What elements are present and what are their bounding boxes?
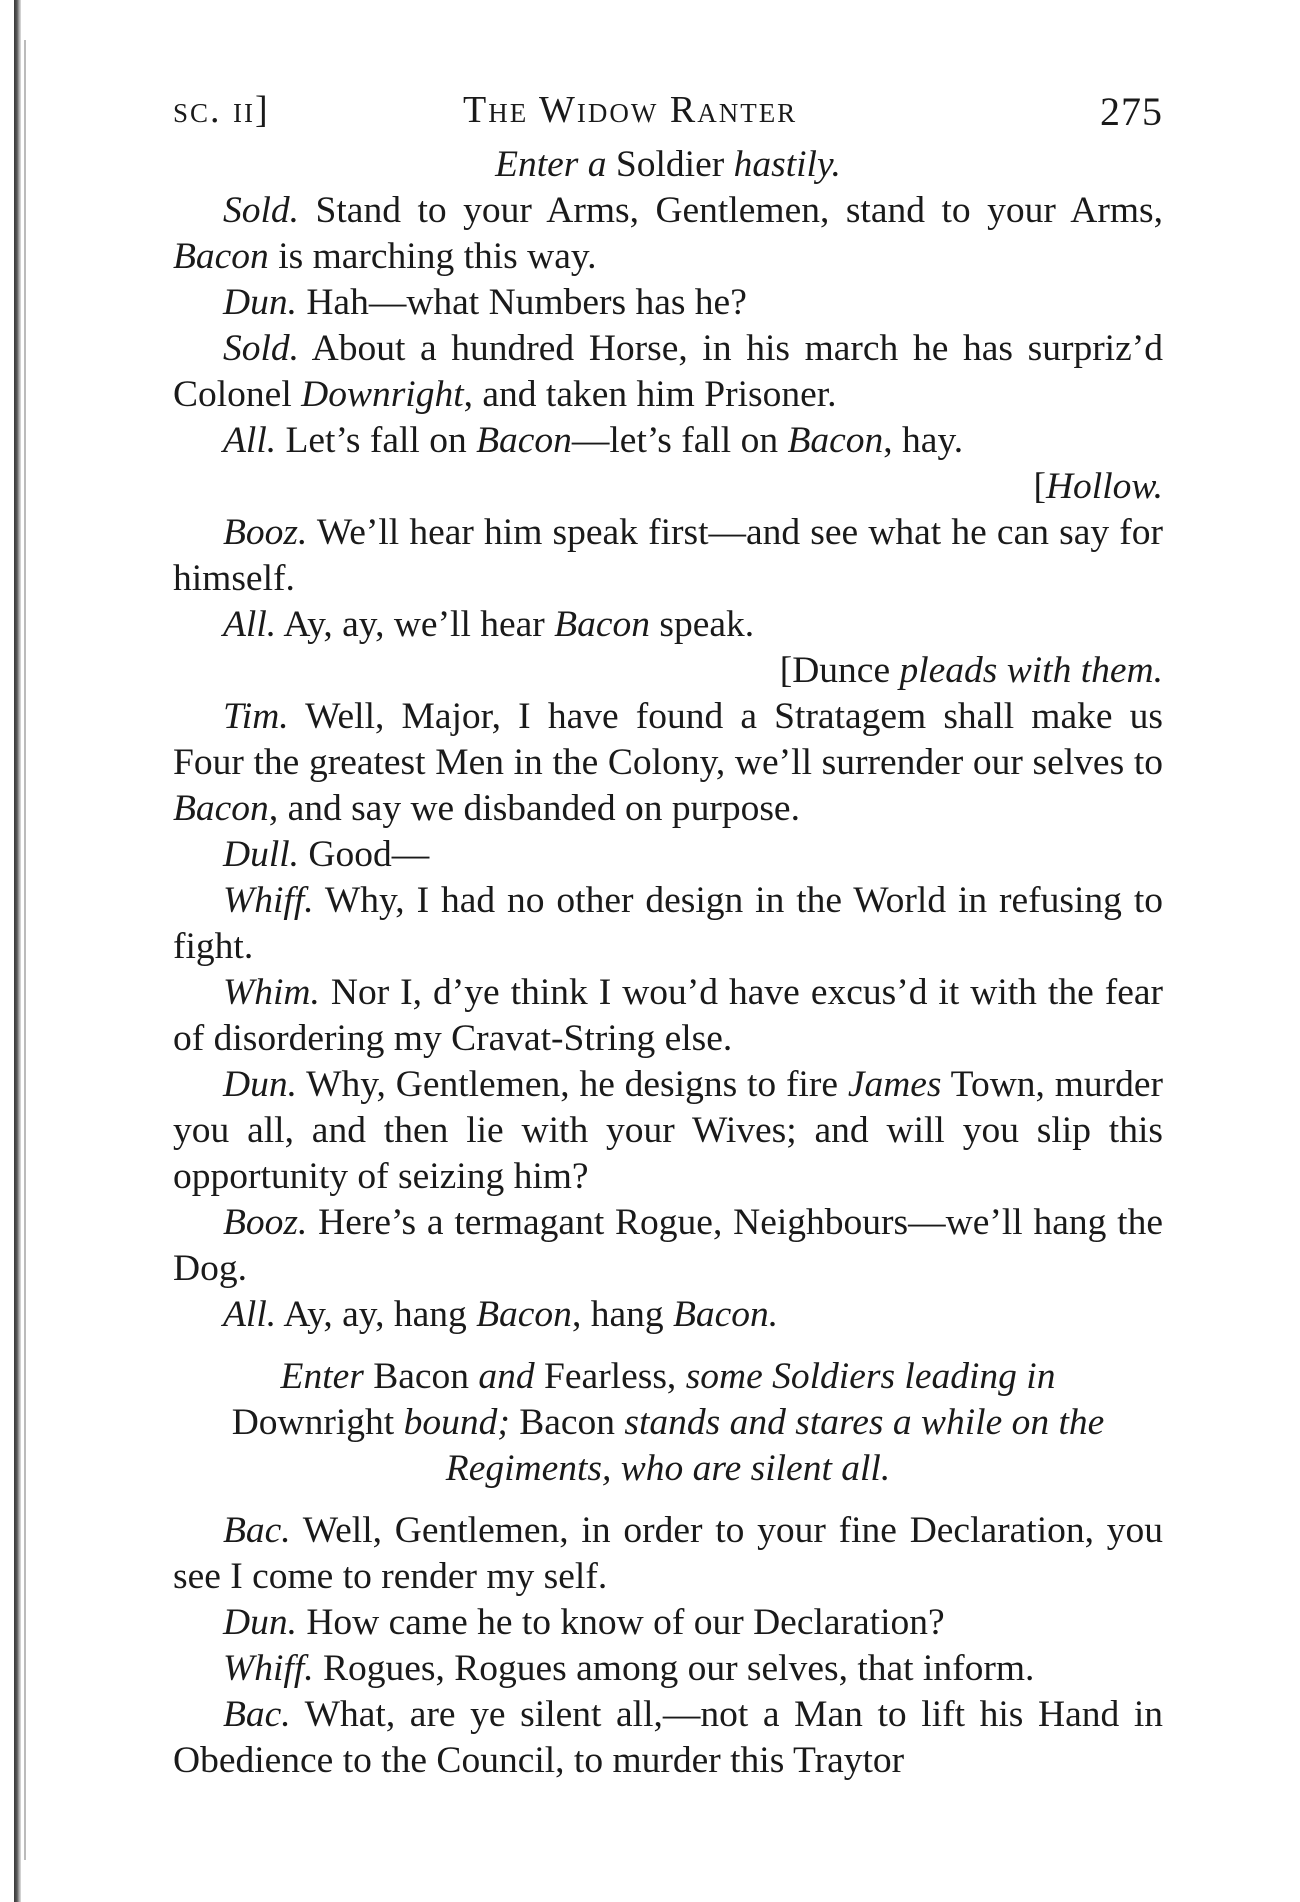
speech: Dun. Hah—what Numbers has he? (223, 282, 747, 323)
speech: Whim. Nor I, d’ye think I wou’d have excus’d it with the fear of disordering my Cravat-String else. (173, 972, 1163, 1059)
speech: Whiff. Rogues, Rogues among our selves, that inform. (223, 1648, 1035, 1689)
speech: Dull. Good— (223, 834, 430, 875)
speaker: Bac. (223, 1694, 291, 1735)
section-label: sc. ii] (173, 89, 270, 131)
speaker: Dun. (223, 282, 297, 323)
speaker: All. (223, 420, 277, 461)
stage-direction: Enter a Soldier hastily. (495, 144, 841, 185)
speaker: Tim. (223, 696, 289, 737)
speaker: Dull. (223, 834, 300, 875)
speech: Whiff. Why, I had no other design in the World in refusing to fight. (173, 880, 1163, 967)
book-gutter-shadow (14, 0, 21, 1902)
stage-direction: [Dunce pleads with them. (779, 650, 1163, 691)
speaker: Sold. (223, 328, 300, 369)
speech: Bac. What, are ye silent all,—not a Man to lift his Hand in Obedience to the Council, to murder this Traytor (173, 1694, 1163, 1781)
speech: All. Ay, ay, hang Bacon, hang Bacon. (223, 1294, 779, 1335)
speech: All. Let’s fall on Bacon—let’s fall on Bacon, hay. (223, 420, 964, 461)
speech: All. Ay, ay, we’ll hear Bacon speak. (223, 604, 755, 645)
speech: Tim. Well, Major, I have found a Stratagem shall make us Four the greatest Men in the Colony, we’ll surrender our selves to Bacon, and say we disbanded on purpose. (173, 696, 1163, 829)
speaker: Whiff. (223, 1648, 314, 1689)
page-number: 275 (1100, 89, 1163, 134)
stage-direction: [Hollow. (1033, 466, 1163, 507)
running-title: The Widow Ranter (463, 89, 798, 131)
speaker: All. (223, 1294, 277, 1335)
page (173, 88, 1163, 1784)
running-header (173, 88, 1163, 142)
speaker: Dun. (223, 1064, 297, 1105)
speech: Sold. About a hundred Horse, in his march he has surpriz’d Colonel Downright, and taken him Prisoner. (173, 328, 1163, 415)
speaker: Sold. (223, 190, 300, 231)
speech: Sold. Stand to your Arms, Gentlemen, stand to your Arms, Bacon is marching this way. (173, 190, 1163, 277)
speaker: Booz. (223, 512, 308, 553)
speaker: Bac. (223, 1510, 291, 1551)
speech: Booz. We’ll hear him speak first—and see what he can say for himself. (173, 512, 1163, 599)
speech: Booz. Here’s a termagant Rogue, Neighbours—we’ll hang the Dog. (173, 1202, 1163, 1289)
speech: Dun. Why, Gentlemen, he designs to fire James Town, murder you all, and then lie with your Wives; and will you slip this opportunity of seizing him? (173, 1064, 1164, 1197)
book-gutter-line (24, 40, 26, 1860)
speaker: Booz. (223, 1202, 308, 1243)
speaker: Whim. (223, 972, 320, 1013)
speaker: Whiff. (223, 880, 314, 921)
speaker: All. (223, 604, 277, 645)
stage-direction-entrance: Enter Bacon and Fearless, some Soldiers leading in Downright bound; Bacon stands and stares a while on the Regiments, who are silent all. (231, 1356, 1105, 1489)
speech: Bac. Well, Gentlemen, in order to your fine Declaration, you see I come to render my self. (173, 1510, 1163, 1597)
speech: Dun. How came he to know of our Declaration? (223, 1602, 945, 1643)
speaker: Dun. (223, 1602, 297, 1643)
